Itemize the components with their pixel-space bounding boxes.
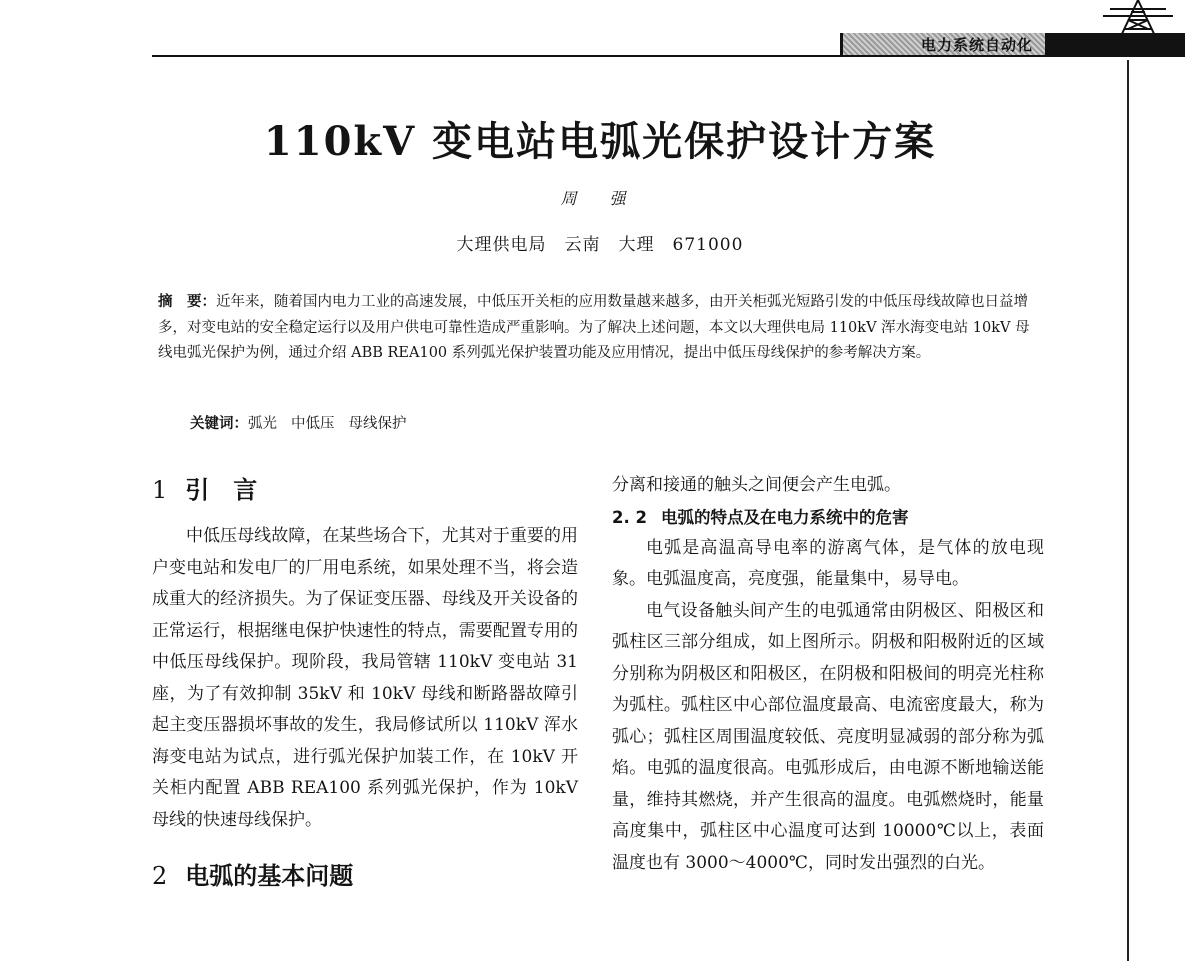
section-1-paragraph: 中低压母线故障，在某些场合下，尤其对于重要的用户变电站和发电厂的厂用电系统，如果处理不当，将会造成重大的经济损失。为了保证变压器、母线及开关设备的正常运行，根据继电保护快速性的特点，需要配置专用的中低压母线保护。现阶段，我局管辖 110kV 变电站 31 座，为了有效抑制 35kV 和 10kV 母线和断路器故障引起主变压器损坏事故的发生，我局修试所以 110kV 浑水海变电站为试点，进行弧光保护加装工作，在 10kV 开关柜内配置 ABB REA100 系列弧光保护，作为 10kV 母线的快速母线保护。 (152, 526, 578, 830)
left-column (152, 470, 578, 891)
section-2-heading (152, 856, 578, 891)
keywords-label: 关键词： (190, 416, 248, 432)
power-tower-icon (1098, 0, 1178, 38)
right-column (612, 470, 1044, 879)
section-number: 2 (152, 862, 168, 890)
section-title: 电弧的基本问题 (185, 862, 354, 890)
abstract-label: 摘 要： (158, 294, 216, 310)
section-number: 1 (152, 476, 168, 504)
subsection-2-2-heading (612, 502, 1044, 533)
keyword: 弧光 (248, 416, 277, 432)
abstract (158, 290, 1040, 367)
section-title: 引 言 (185, 476, 258, 504)
section-1-heading (152, 470, 578, 505)
arc-structure-paragraph: 电气设备触头间产生的电弧通常由阴极区、阳极区和弧柱区三部分组成，如上图所示。阴极和阳极附近的区域分别称为阴极区和阳极区，在阴极和阳极间的明亮光柱称为弧柱。弧柱区中心部位温度最高、电流密度最大，称为弧心；弧柱区周围温度较低、亮度明显减弱的部分称为弧焰。电弧的温度很高。电弧形成后，由电源不断地输送能量，维持其燃烧，并产生很高的温度。电弧燃烧时，能量高度集中，弧柱区中心温度可达到 10000℃以上，表面温度也有 3000～4000℃，同时发出强烈的白光。 (612, 600, 1044, 873)
abstract-text: 近年来，随着国内电力工业的高速发展，中低压开关柜的应用数量越来越多，由开关柜弧光短路引发的中低压母线故障也日益增多，对变电站的安全稳定运行以及用户供电可靠性造成严重影响。为了解决上述问题，本文以大理供电局 110kV 浑水海变电站 10kV 母线电弧光保护为例，通过介绍 ABB REA100 系列弧光保护装置功能及应用情况，提出中低压母线保护的参考解决方案。 (158, 294, 1030, 361)
paper-title: 110kV 变电站电弧光保护设计方案 (263, 118, 937, 165)
journal-section-tab (840, 33, 1045, 57)
arc-characteristics-paragraph: 电弧是高温高导电率的游离气体，是气体的放电现象。电弧温度高，亮度强，能量集中，易导电。 (612, 537, 1044, 589)
keyword: 母线保护 (348, 416, 407, 432)
header-rule (152, 55, 840, 57)
page-edge-rule (1127, 60, 1129, 961)
author-affiliation: 大理供电局 云南 大理 671000 (456, 235, 744, 255)
subsection-number: 2. 2 (612, 507, 647, 527)
keyword: 中低压 (291, 416, 335, 432)
journal-section-label: 电力系统自动化 (920, 36, 1033, 54)
keywords (190, 413, 1030, 435)
author-name: 周 强 (560, 189, 640, 208)
subsection-title: 电弧的特点及在电力系统中的危害 (660, 507, 909, 527)
continuation-paragraph: 分离和接通的触头之间便会产生电弧。 (612, 475, 901, 495)
